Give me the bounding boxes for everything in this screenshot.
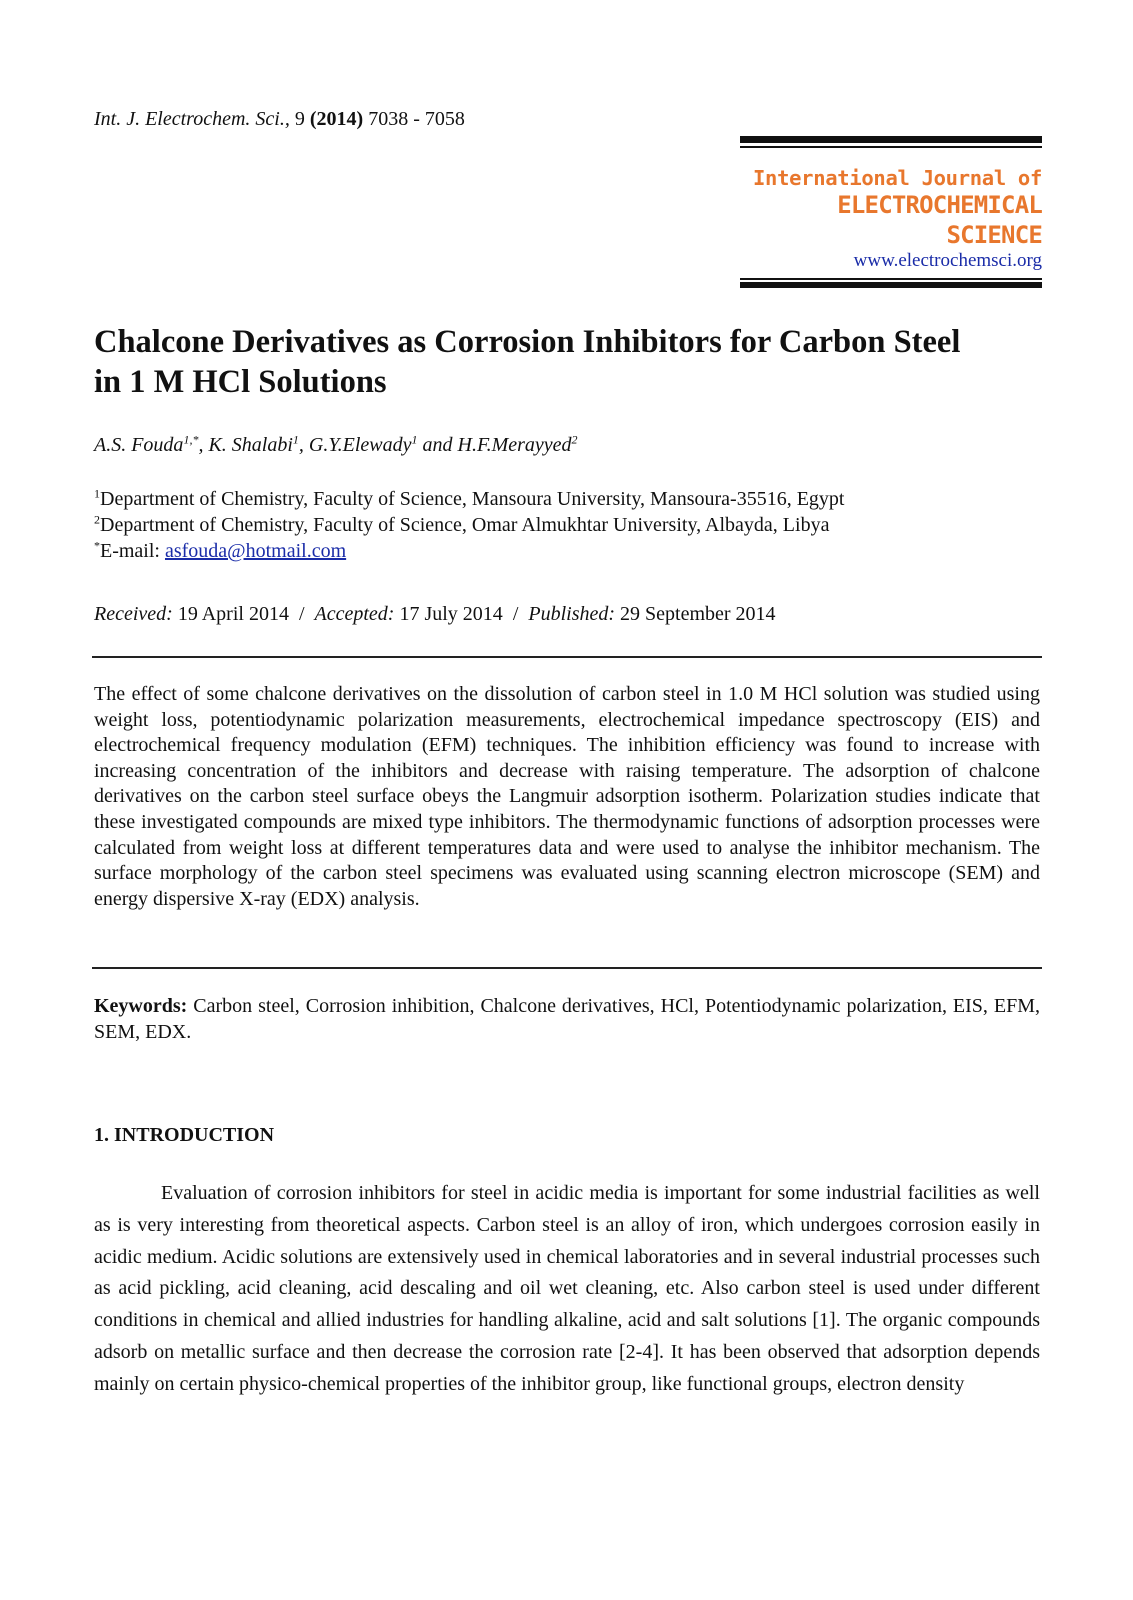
logo-line-2: ELECTROCHEMICAL — [837, 191, 1042, 219]
section-heading-introduction: 1. INTRODUCTION — [94, 1124, 275, 1146]
affiliation-sup: 2 — [94, 512, 100, 527]
logo-bottom-thin-rule — [740, 278, 1042, 280]
logo-line-3: SCIENCE — [946, 221, 1042, 249]
affiliation-1 — [94, 486, 844, 512]
author-name: K. Shalabi — [208, 434, 293, 456]
keywords-label: Keywords: — [94, 995, 188, 1017]
received-date: 19 April 2014 — [177, 603, 289, 625]
logo-line-1: International Journal of — [752, 166, 1042, 190]
journal-year: (2014) — [309, 108, 364, 130]
abstract: The effect of some chalcone derivatives on the dissolution of carbon steel in 1.0 M HCl solution was studied using weight loss, potentiodynamic polarization measurements, electrochemical impedance spectroscopy (EIS) and electrochemical frequency modulation (EFM) techniques. The inhibition efficiency was found to increase with increasing concentration of the inhibitors and decrease with raising temperature. The adsorption of chalcone derivatives on the carbon steel surface obeys the Langmuir adsorption isotherm. Polarization studies indicate that these investigated compounds are mixed type inhibitors. The thermodynamic functions of adsorption processes were calculated from weight loss at different temperatures data and were used to analyse the inhibitor mechanism. The surface morphology of the carbon steel specimens was evaluated using scanning electron microscope (SEM) and energy dispersive X-ray (EDX) analysis. — [94, 683, 1040, 910]
keywords — [94, 994, 1040, 1045]
author-list — [94, 434, 578, 457]
author-affil-sup: 1,* — [183, 432, 199, 447]
email-link[interactable]: asfouda@hotmail.com — [164, 540, 347, 562]
date-separator: / — [298, 603, 305, 625]
email-label: E-mail: — [100, 540, 165, 562]
author-affil-sup: 2 — [571, 432, 578, 447]
author-separator: and — [417, 434, 458, 456]
abstract-top-divider — [92, 656, 1042, 658]
journal-volume: 9 — [294, 108, 305, 130]
published-label: Published: — [528, 603, 616, 625]
publication-dates — [94, 603, 776, 626]
affiliation-sup: 1 — [94, 486, 100, 501]
affiliation-2 — [94, 512, 844, 538]
date-separator: / — [512, 603, 519, 625]
journal-citation — [94, 108, 465, 131]
author-separator: , — [298, 434, 309, 456]
introduction-paragraph: Evaluation of corrosion inhibitors for steel in acidic media is important for some industrial facilities as well as is very interesting from theoretical aspects. Carbon steel is an alloy of iron, which undergoes corrosion easily in acidic medium. Acidic solutions are extensively used in chemical laboratories and in several industrial processes such as acid pickling, acid cleaning, acid descaling and oil wet cleaning, etc. Also carbon steel is used under different conditions in chemical and allied industries for handling alkaline, acid and salt solutions [1]. The organic compounds adsorb on metallic surface and then decrease the corrosion rate [2-4]. It has been observed that adsorption depends mainly on certain physico-chemical properties of the inhibitor group, like functional groups, electron density — [94, 1182, 1040, 1395]
author-name: G.Y.Elewady — [308, 434, 412, 456]
author-affil-sup: 1 — [292, 432, 299, 447]
journal-pages: 7038 - 7058 — [368, 108, 465, 130]
abstract-bottom-divider — [92, 967, 1042, 969]
title-line-2: in 1 M HCl Solutions — [94, 364, 387, 400]
logo-bottom-rule — [740, 282, 1042, 288]
author-name: H.F.Merayyed — [457, 434, 572, 456]
author-separator: , — [198, 434, 209, 456]
published-date: 29 September 2014 — [620, 603, 776, 625]
journal-website-link[interactable]: www.electrochemsci.org — [853, 250, 1042, 271]
author-name: A.S. Fouda — [94, 434, 184, 456]
paper-title — [94, 322, 1054, 402]
affiliations — [94, 486, 844, 564]
keywords-text: Carbon steel, Corrosion inhibition, Chalcone derivatives, HCl, Potentiodynamic polarization, EIS, EFM, SEM, EDX. — [94, 995, 1040, 1043]
received-label: Received: — [94, 603, 173, 625]
logo-top-rule — [740, 136, 1042, 143]
accepted-label: Accepted: — [314, 603, 395, 625]
email-line — [94, 538, 844, 564]
title-line-1: Chalcone Derivatives as Corrosion Inhibitors for Carbon Steel — [94, 324, 961, 360]
email-sup: * — [94, 538, 100, 553]
affiliation-text: Department of Chemistry, Faculty of Science, Mansoura University, Mansoura-35516, Egypt — [100, 488, 845, 510]
accepted-date: 17 July 2014 — [399, 603, 503, 625]
logo-top-thin-rule — [740, 146, 1042, 148]
affiliation-text: Department of Chemistry, Faculty of Science, Omar Almukhtar University, Albayda, Libya — [100, 514, 830, 536]
journal-abbrev: Int. J. Electrochem. Sci., — [94, 108, 290, 130]
author-affil-sup: 1 — [411, 432, 418, 447]
journal-logo — [740, 136, 1042, 288]
